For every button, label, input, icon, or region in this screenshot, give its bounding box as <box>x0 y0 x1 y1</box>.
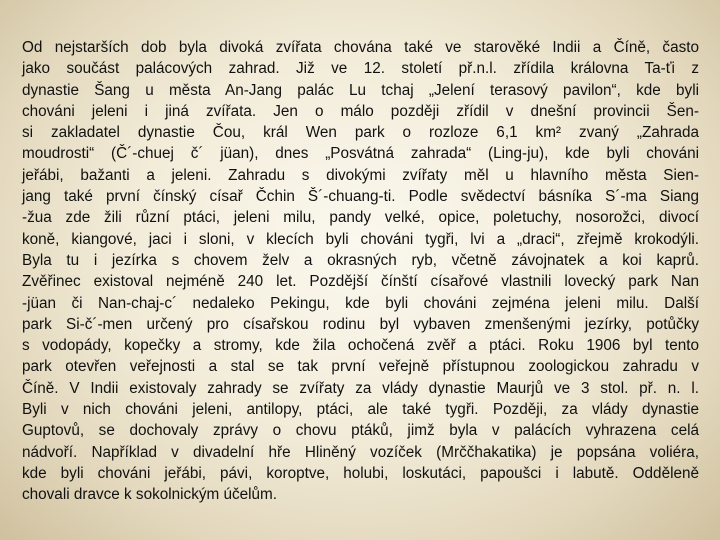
text-line: Byla tu i jezírka s chovem želv a okrasných ryb, včetně závojnatek a koi kaprů. <box>22 251 699 269</box>
text-line: s vodopády, kopečky a stromy, kde žila ochočená zvěř a ptáci. Roku 1906 byl tento <box>22 337 699 355</box>
text-line: chovali dravce k sokolnickým účelům. <box>22 486 278 504</box>
text-line: jang také první čínský císař Čchin Š´-chuang-ti. Podle svědectví básníka S´-ma Siang <box>22 188 699 206</box>
text-line: dynastie Šang u města An-Jang palác Lu tchaj „Jelení terasový pavilon“, kde byli <box>22 81 699 99</box>
text-line: nádvoří. Například v divadelní hře Hliněný vozíček (Mrččhakatika) je popsána voliéra, <box>22 443 699 461</box>
text-line: -žua zde žili různí ptáci, jeleni milu, pandy velké, opice, poletuchy, nosorožci, divocí <box>22 209 699 227</box>
text-line: kde byli chováni jeřábi, pávi, koroptve, holubi, loskutáci, papoušci i labutě. Odděleně <box>22 464 699 482</box>
text-line: Zvěřinec existoval nejméně 240 let. Pozdější čínští císařové vlastnili lovecký park Nan <box>22 273 699 291</box>
text-line: Guptovů, se dochovaly zprávy o chovu ptáků, jimž byla v palácích vyhrazena celá <box>22 422 699 440</box>
text-line: jeřábi, bažanti a jeleni. Zahradu s divokými zvířaty měl u hlavního města Sien- <box>22 166 699 184</box>
text-line: chováni jeleni i jiná zvířata. Jen o málo později zřídil v dnešní provincii Šen- <box>22 102 699 120</box>
text-line: koně, kiangové, jaci i sloni, v klecích byli chováni tygři, lvi a „draci“, zřejmě krokodýli. <box>22 230 699 248</box>
body-text <box>22 37 699 506</box>
text-line: Od nejstarších dob byla divoká zvířata chována také ve starověké Indii a Číně, často <box>22 39 699 56</box>
text-line: Číně. V Indii existovaly zahrady se zvířaty za vlády dynastie Maurjů ve 3 stol. př. n. l. <box>22 379 699 397</box>
text-line: -jüan či Nan-chaj-c´ nedaleko Pekingu, kde byli chováni zejména jeleni milu. Další <box>22 294 699 312</box>
text-line: park Si-č´-men určený pro císařskou rodinu byl vybaven zmenšenými jezírky, potůčky <box>22 315 699 333</box>
text-line: jako součást palácových zahrad. Již ve 12. století př.n.l. zřídila královna Ta-ťi z <box>22 60 699 78</box>
text-line: Byli v nich chováni jeleni, antilopy, ptáci, ale také tygři. Později, za vlády dynastie <box>22 401 699 419</box>
text-line: si zakladatel dynastie Čou, král Wen park o rozloze 6,1 km² zvaný „Zahrada <box>22 124 699 142</box>
text-line: moudrosti“ (Č´-chuej č´ jüan), dnes „Posvátná zahrada“ (Ling-ju), kde byli chováni <box>22 145 699 163</box>
text-line: park otevřen veřejnosti a stal se tak první veřejně přístupnou zoologickou zahradu v <box>22 358 699 376</box>
